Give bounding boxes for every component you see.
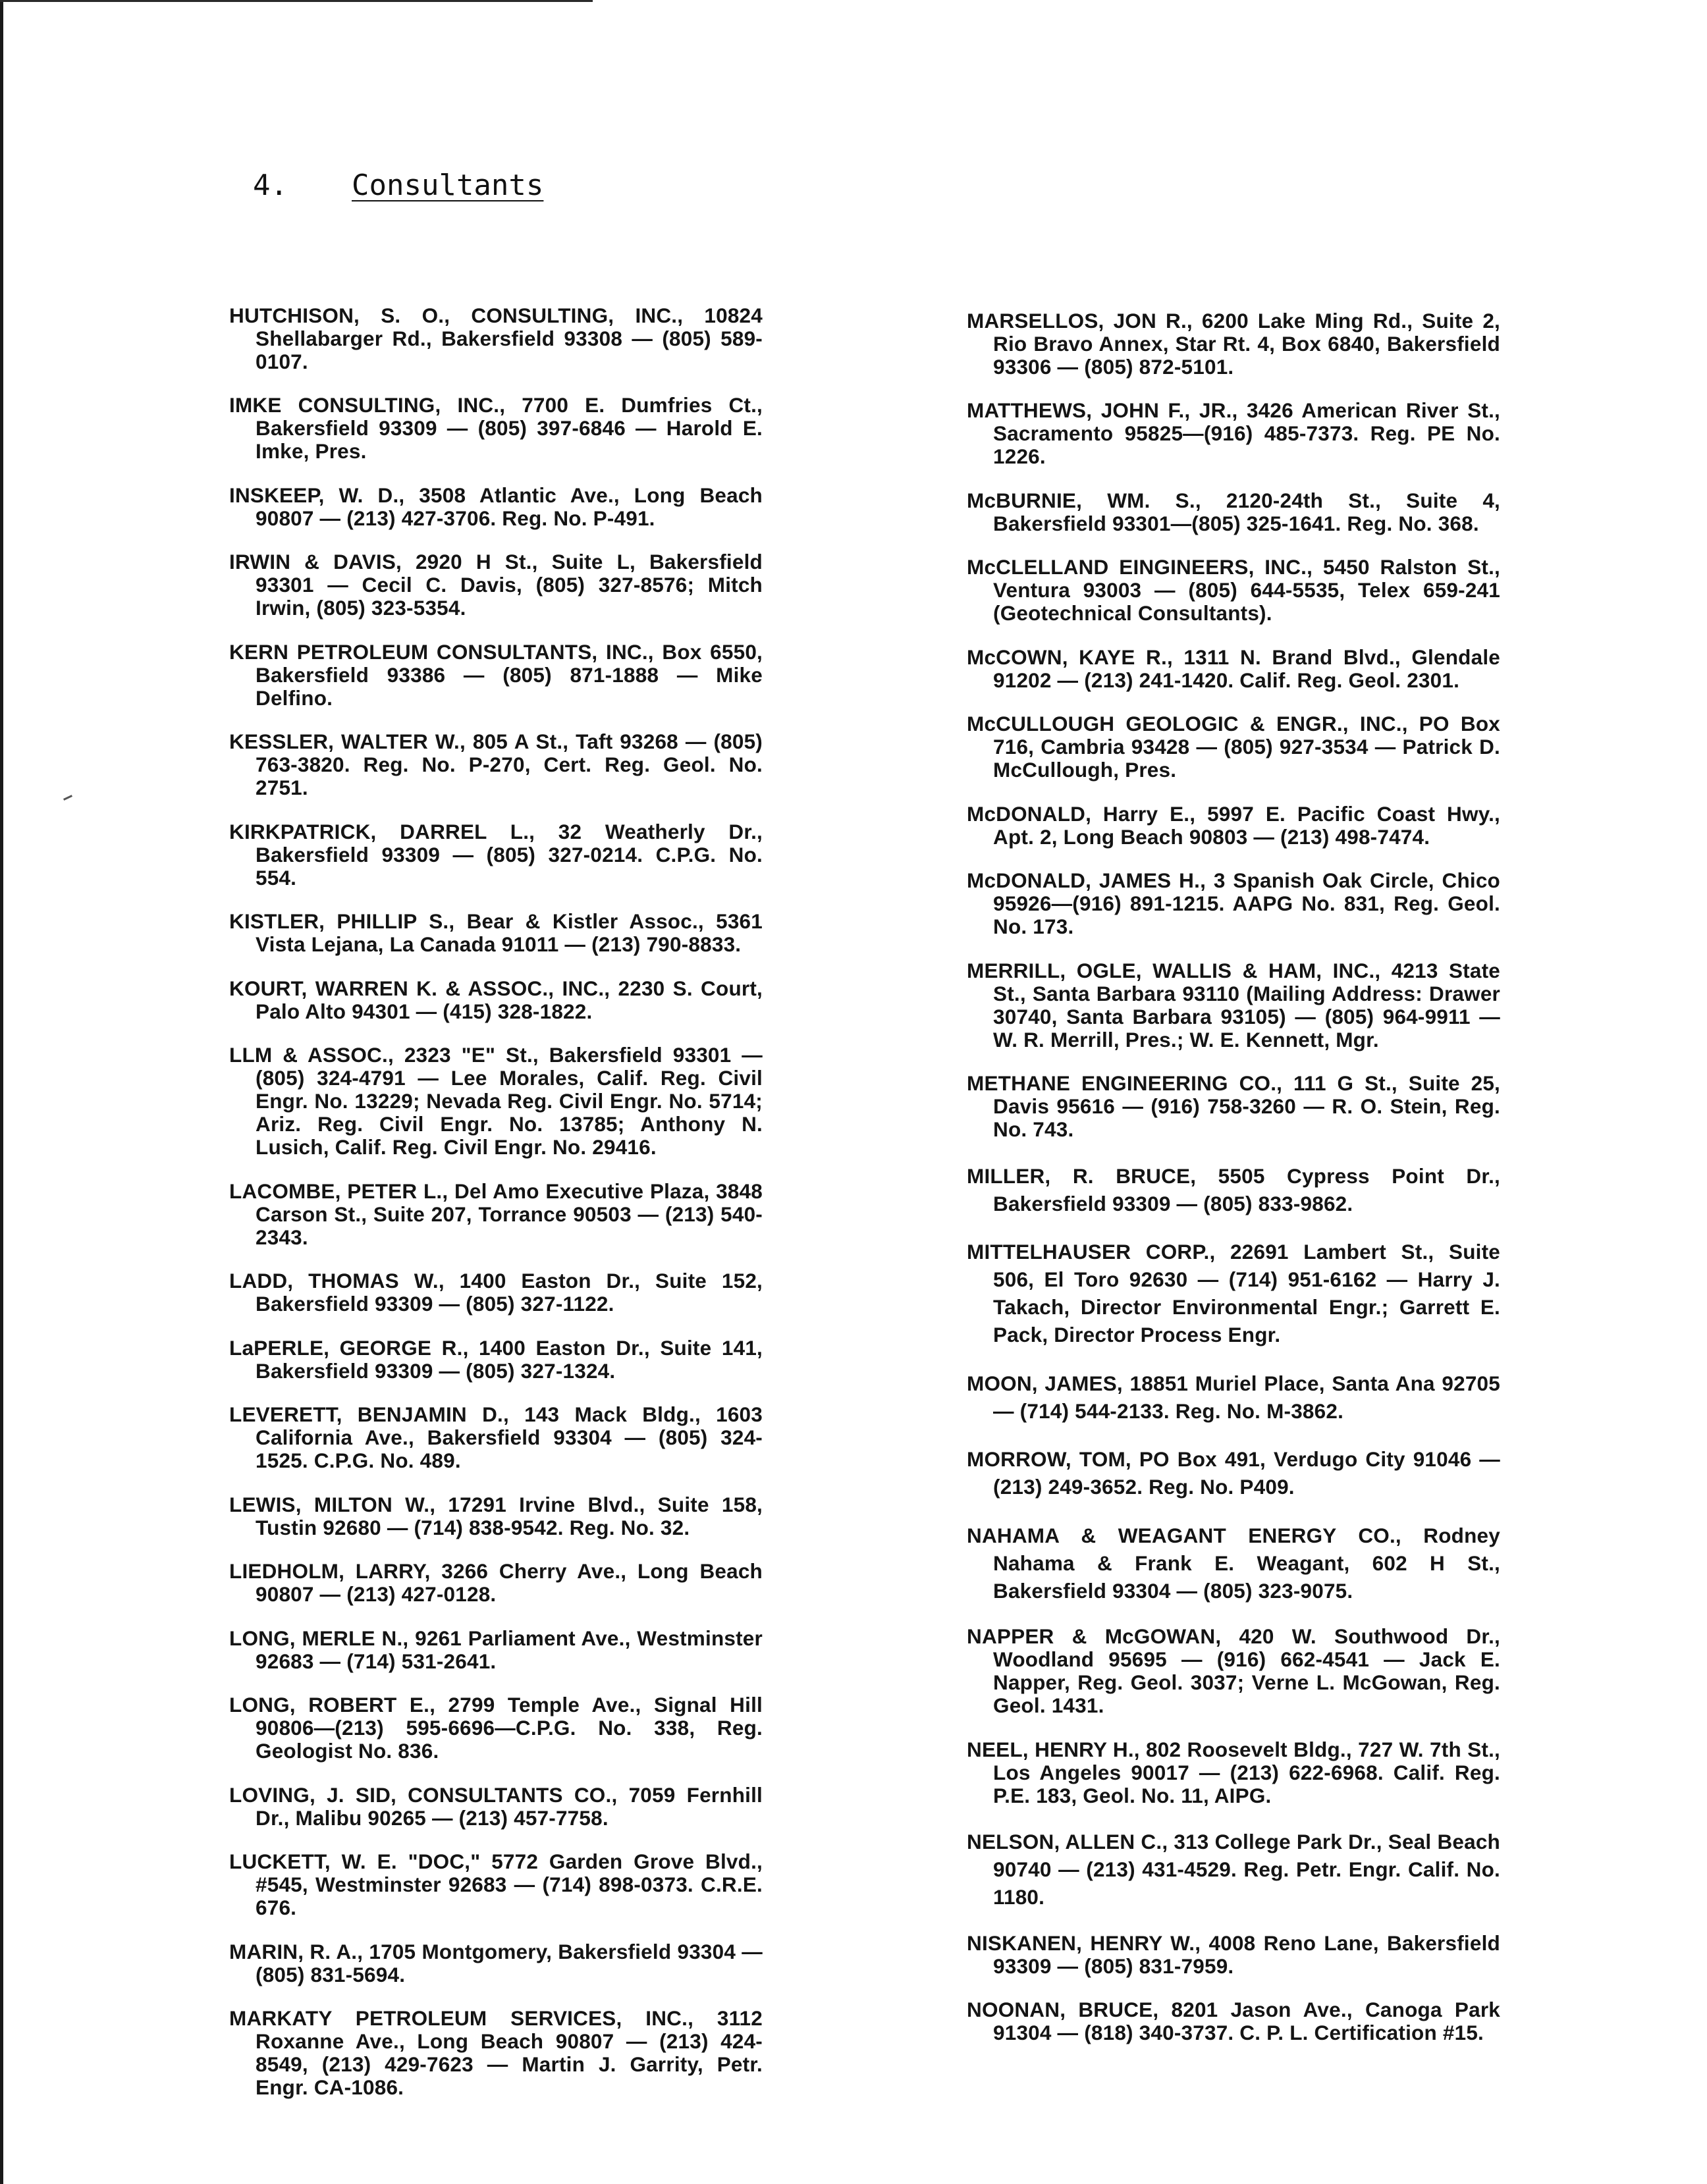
directory-entry: McCLELLAND EINGINEERS, INC., 5450 Ralston St., Ventura 93003 — (805) 644-5535, Telex 659-241 (Geotechnical Consultants). (967, 555, 1500, 625)
section-number: 4. (253, 169, 288, 202)
directory-entry: LOVING, J. SID, CONSULTANTS CO., 7059 Fernhill Dr., Malibu 90265 — (213) 457-7758. (229, 1782, 763, 1830)
directory-entry: LONG, MERLE N., 9261 Parliament Ave., Westminster 92683 — (714) 531-2641. (229, 1626, 763, 1673)
directory-entry: MITTELHAUSER CORP., 22691 Lambert St., Suite 506, El Toro 92630 — (714) 951-6162 — Harry J. Takach, Director Environmental Engr.; Garrett E. Pack, Director Process Engr. (967, 1240, 1500, 1346)
directory-entry: NAPPER & McGOWAN, 420 W. Southwood Dr., Woodland 95695 — (916) 662-4541 — Jack E. Napper, Reg. Geol. 3037; Verne L. McGowan, Reg. Geol. 1431. (967, 1624, 1500, 1717)
directory-entry: MARIN, R. A., 1705 Montgomery, Bakersfield 93304 — (805) 831-5694. (229, 1939, 763, 1986)
directory-entry: INSKEEP, W. D., 3508 Atlantic Ave., Long Beach 90807 — (213) 427-3706. Reg. No. P-491. (229, 483, 763, 530)
directory-entry: MARSELLOS, JON R., 6200 Lake Ming Rd., Suite 2, Rio Bravo Annex, Star Rt. 4, Box 6840, Bakersfield 93306 — (805) 872-5101. (967, 308, 1500, 379)
right-column (967, 288, 1500, 2062)
directory-entry: KESSLER, WALTER W., 805 A St., Taft 93268 — (805) 763-3820. Reg. No. P-270, Cert. Reg. Geol. No. 2751. (229, 730, 763, 799)
directory-entry: LEWIS, MILTON W., 17291 Irvine Blvd., Suite 158, Tustin 92680 — (714) 838-9542. Reg. No. 32. (229, 1492, 763, 1539)
directory-entry: LEVERETT, BENJAMIN D., 143 Mack Bldg., 1603 California Ave., Bakersfield 93304 — (805) 324-1525. C.P.G. No. 489. (229, 1402, 763, 1472)
directory-entry: McDONALD, JAMES H., 3 Spanish Oak Circle, Chico 95926—(916) 891-1215. AAPG No. 831, Reg. Geol. No. 173. (967, 868, 1500, 938)
directory-entry: LONG, ROBERT E., 2799 Temple Ave., Signal Hill 90806—(213) 595-6696—C.P.G. No. 338, Reg. Geologist No. 836. (229, 1693, 763, 1763)
directory-entry: IRWIN & DAVIS, 2920 H St., Suite L, Bakersfield 93301 — Cecil C. Davis, (805) 327-8576; Mitch Irwin, (805) 323-5354. (229, 550, 763, 620)
directory-entry: NEEL, HENRY H., 802 Roosevelt Bldg., 727 W. 7th St., Los Angeles 90017 — (213) 622-6968. Calif. Reg. P.E. 183, Geol. No. 11, AIPG. (967, 1737, 1500, 1807)
stray-mark (63, 795, 72, 801)
directory-entry: McDONALD, Harry E., 5997 E. Pacific Coast Hwy., Apt. 2, Long Beach 90803 — (213) 498-7474. (967, 801, 1500, 849)
directory-entry: MERRILL, OGLE, WALLIS & HAM, INC., 4213 State St., Santa Barbara 93110 (Mailing Address: Drawer 30740, Santa Barbara 93105) — (805) 964-9911 — W. R. Merrill, Pres.; W. E. Kennett, Mgr. (967, 958, 1500, 1052)
directory-entry: HUTCHISON, S. O., CONSULTING, INC., 10824 Shellabarger Rd., Bakersfield 93308 — (805) 589-0107. (229, 303, 763, 373)
directory-entry: NELSON, ALLEN C., 313 College Park Dr., Seal Beach 90740 — (213) 431-4529. Reg. Petr. Engr. Calif. No. 1180. (967, 1830, 1500, 1909)
directory-entry: MILLER, R. BRUCE, 5505 Cypress Point Dr., Bakersfield 93309 — (805) 833-9862. (967, 1163, 1500, 1215)
section-title: Consultants (352, 169, 544, 202)
directory-entry: LUCKETT, W. E. "DOC," 5772 Garden Grove Blvd., #545, Westminster 92683 — (714) 898-0373. C.R.E. 676. (229, 1850, 763, 1919)
directory-entry: NISKANEN, HENRY W., 4008 Reno Lane, Bakersfield 93309 — (805) 831-7959. (967, 1931, 1500, 1978)
left-column (229, 283, 763, 2118)
directory-entry: MARKATY PETROLEUM SERVICES, INC., 3112 Roxanne Ave., Long Beach 90807 — (213) 424-8549, (213) 429-7623 — Martin J. Garrity, Petr. Engr. CA-1086. (229, 2006, 763, 2099)
directory-entry: NAHAMA & WEAGANT ENERGY CO., Rodney Nahama & Frank E. Weagant, 602 H St., Bakersfield 93304 — (805) 323-9075. (967, 1523, 1500, 1603)
directory-entry: LIEDHOLM, LARRY, 3266 Cherry Ave., Long Beach 90807 — (213) 427-0128. (229, 1559, 763, 1606)
directory-entry: LLM & ASSOC., 2323 "E" St., Bakersfield 93301 — (805) 324-4791 — Lee Morales, Calif. Reg. Civil Engr. No. 13229; Nevada Reg. Civil Engr. No. 5714; Ariz. Reg. Civil Engr. No. 13785; Anthony N. Lusich, Calif. Reg. Civil Engr. No. 29416. (229, 1043, 763, 1159)
directory-entry: LACOMBE, PETER L., Del Amo Executive Plaza, 3848 Carson St., Suite 207, Torrance 90503 — (213) 540-2343. (229, 1179, 763, 1249)
directory-entry: KERN PETROLEUM CONSULTANTS, INC., Box 6550, Bakersfield 93386 — (805) 871-1888 — Mike Delfino. (229, 639, 763, 710)
scan-edge (0, 0, 3, 2184)
directory-entry: McCOWN, KAYE R., 1311 N. Brand Blvd., Glendale 91202 — (213) 241-1420. Calif. Reg. Geol. 2301. (967, 645, 1500, 692)
directory-entry: McCULLOUGH GEOLOGIC & ENGR., INC., PO Box 716, Cambria 93428 — (805) 927-3534 — Patrick D. McCullough, Pres. (967, 712, 1500, 782)
directory-entry: MATTHEWS, JOHN F., JR., 3426 American River St., Sacramento 95825—(916) 485-7373. Reg. PE No. 1226. (967, 398, 1500, 468)
directory-entry: MORROW, TOM, PO Box 491, Verdugo City 91046 — (213) 249-3652. Reg. No. P409. (967, 1447, 1500, 1499)
section-heading (253, 169, 543, 202)
directory-entry: LADD, THOMAS W., 1400 Easton Dr., Suite 152, Bakersfield 93309 — (805) 327-1122. (229, 1269, 763, 1316)
directory-entry: KISTLER, PHILLIP S., Bear & Kistler Assoc., 5361 Vista Lejana, La Canada 91011 — (213) 790-8833. (229, 909, 763, 956)
directory-entry: NOONAN, BRUCE, 8201 Jason Ave., Canoga Park 91304 — (818) 340-3737. C. P. L. Certification #15. (967, 1998, 1500, 2044)
directory-entry: KIRKPATRICK, DARREL L., 32 Weatherly Dr., Bakersfield 93309 — (805) 327-0214. C.P.G. No. 554. (229, 819, 763, 890)
scan-edge-top (0, 0, 593, 2)
directory-entry: KOURT, WARREN K. & ASSOC., INC., 2230 S. Court, Palo Alto 94301 — (415) 328-1822. (229, 976, 763, 1023)
directory-entry: MOON, JAMES, 18851 Muriel Place, Santa Ana 92705 — (714) 544-2133. Reg. No. M-3862. (967, 1371, 1500, 1423)
directory-entry: IMKE CONSULTING, INC., 7700 E. Dumfries Ct., Bakersfield 93309 — (805) 397-6846 — Harold E. Imke, Pres. (229, 393, 763, 463)
directory-entry: METHANE ENGINEERING CO., 111 G St., Suite 25, Davis 95616 — (916) 758-3260 — R. O. Stein, Reg. No. 743. (967, 1071, 1500, 1141)
directory-entry: McBURNIE, WM. S., 2120-24th St., Suite 4, Bakersfield 93301—(805) 325-1641. Reg. No. 368. (967, 488, 1500, 535)
directory-entry: LaPERLE, GEORGE R., 1400 Easton Dr., Suite 141, Bakersfield 93309 — (805) 327-1324. (229, 1335, 763, 1383)
